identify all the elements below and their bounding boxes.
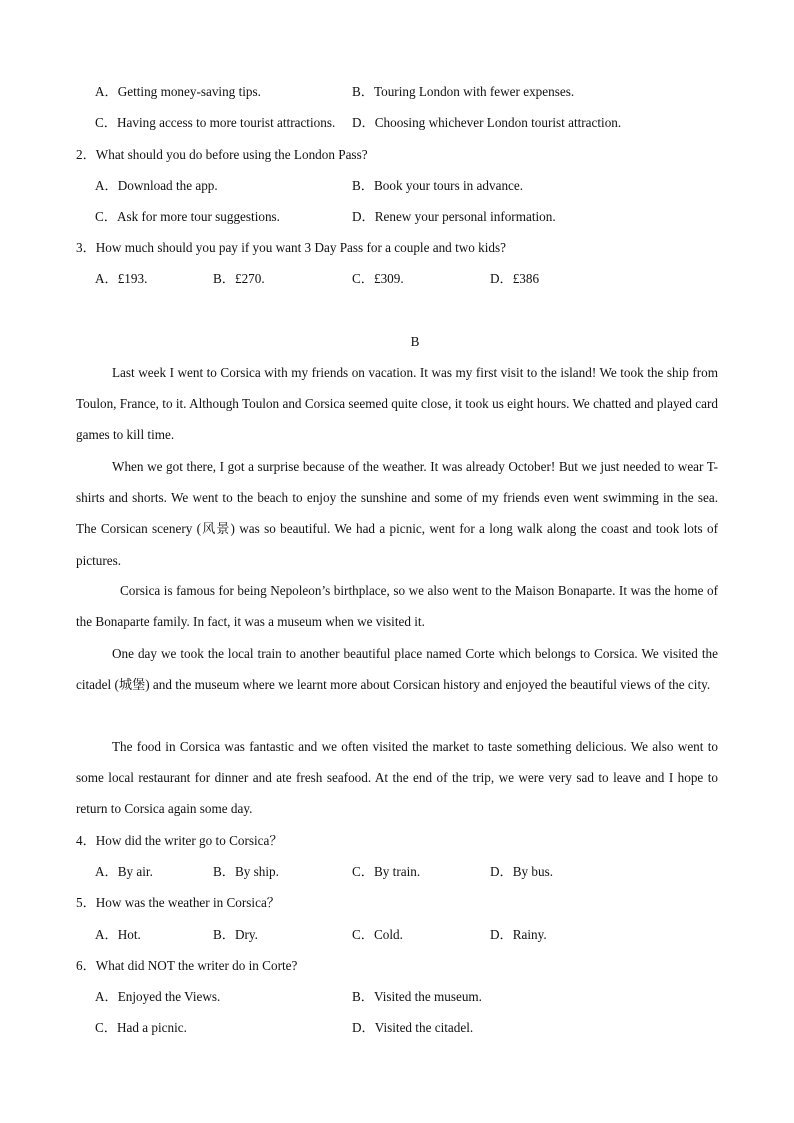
q3-option-b: B．£270. <box>213 271 265 286</box>
q1-option-b: B．Touring London with fewer expenses. <box>352 84 575 99</box>
q4-option-b: B．By ship. <box>213 864 279 879</box>
q4-option-d: D．By bus. <box>490 864 554 879</box>
q3-option-d: D．£386 <box>490 271 540 286</box>
q3-option-a: A．£193. <box>95 271 148 286</box>
q2-option-d: D．Renew your personal information. <box>352 209 556 224</box>
q3-stem: 3．How much should you pay if you want 3 Day Pass for a couple and two kids? <box>76 240 506 255</box>
q1-option-c: C．Having access to more tourist attractions. <box>95 115 336 130</box>
q4-option-a: A．By air. <box>95 864 153 879</box>
passage-paragraph-4: One day we took the local train to another beautiful place named Corte which belongs to Corsica. We visited the citadel (城堡) and the museum where we learnt more about Corsican history and enjoyed the beautiful views of the city. <box>76 646 718 693</box>
q2-option-c: C．Ask for more tour suggestions. <box>95 209 280 224</box>
q4-stem: 4．How did the writer go to Corsica？ <box>76 833 283 848</box>
q1-option-a: A．Getting money-saving tips. <box>95 84 261 99</box>
q6-option-c: C．Had a picnic. <box>95 1020 187 1035</box>
passage-paragraph-2: When we got there, I got a surprise because of the weather. It was already October! But we just needed to wear T-shirts and shorts. We went to the beach to enjoy the sunshine and some of my friends even went swimming in the sea. The Corsican scenery (风景) was so beautiful. We had a picnic, went for a long walk along the coast and took lots of pictures. <box>76 459 718 568</box>
q6-option-d: D．Visited the citadel. <box>352 1020 474 1035</box>
q5-option-c: C．Cold. <box>352 927 403 942</box>
q5-stem: 5．How was the weather in Corsica？ <box>76 895 280 910</box>
passage-paragraph-5: The food in Corsica was fantastic and we often visited the market to taste something delicious. We also went to some local restaurant for dinner and ate fresh seafood. At the end of the trip, we were very sad to leave and I hope to return to Corsica again some day. <box>76 739 718 817</box>
q5-option-b: B．Dry. <box>213 927 258 942</box>
q4-option-c: C．By train. <box>352 864 421 879</box>
q2-stem: 2．What should you do before using the London Pass? <box>76 147 368 162</box>
q3-option-c: C．£309. <box>352 271 404 286</box>
passage-paragraph-3: Corsica is famous for being Nepoleon’s birthplace, so we also went to the Maison Bonaparte. It was the home of the Bonaparte family. In fact, it was a museum when we visited it. <box>76 583 718 630</box>
q5-option-a: A．Hot. <box>95 927 141 942</box>
q1-option-d: D．Choosing whichever London tourist attraction. <box>352 115 622 130</box>
q6-option-b: B．Visited the museum. <box>352 989 482 1004</box>
q6-option-a: A．Enjoyed the Views. <box>95 989 221 1004</box>
passage-paragraph-1: Last week I went to Corsica with my friends on vacation. It was my first visit to the island! We took the ship from Toulon, France, to it. Although Toulon and Corsica seemed quite close, it took us eight hours. We chatted and played card games to kill time. <box>76 365 718 443</box>
q6-stem: 6．What did NOT the writer do in Corte? <box>76 958 298 973</box>
section-label: B <box>410 334 420 349</box>
q2-option-a: A．Download the app. <box>95 178 218 193</box>
q5-option-d: D．Rainy. <box>490 927 547 942</box>
q2-option-b: B．Book your tours in advance. <box>352 178 524 193</box>
